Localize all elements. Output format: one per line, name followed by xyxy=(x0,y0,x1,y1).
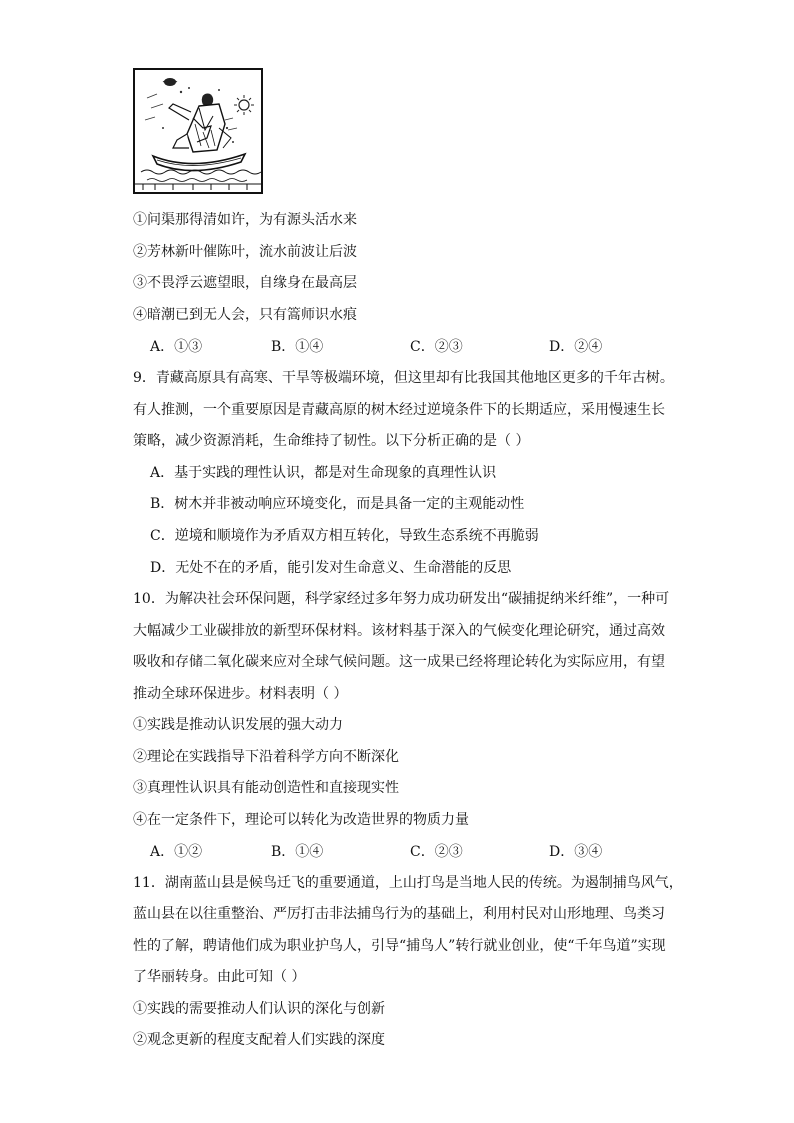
q10-option-d[interactable]: D．③④ xyxy=(549,844,603,860)
q8-option-a[interactable]: A．①③ xyxy=(150,339,203,355)
illustration-svg xyxy=(133,68,263,194)
q11-item-2: ②观念更新的程度支配着人们实践的深度 xyxy=(133,1032,385,1048)
q8-option-c[interactable]: C．②③ xyxy=(410,339,463,355)
q9-option-b[interactable]: B．树木并非被动响应环境变化，而是具备一定的主观能动性 xyxy=(150,496,525,512)
q9-stem-line-2: 有人推测，一个重要原因是青藏高原的树木经过逆境条件下的长期适应，采用慢速生长 xyxy=(133,402,665,418)
q8-item-4: ④暗潮已到无人会，只有篙师识水痕 xyxy=(133,307,357,323)
q11-item-1: ①实践的需要推动人们认识的深化与创新 xyxy=(133,1001,385,1017)
q10-option-a[interactable]: A．①② xyxy=(150,844,203,860)
q9-stem-line-1: 9．青藏高原具有高寒、干旱等极端环境，但这里却有比我国其他地区更多的千年古树。 xyxy=(133,370,674,386)
q10-item-1: ①实践是推动认识发展的强大动力 xyxy=(133,717,343,733)
q9-option-c[interactable]: C．逆境和顺境作为矛盾双方相互转化，导致生态系统不再脆弱 xyxy=(150,528,539,544)
q10-option-c[interactable]: C．②③ xyxy=(410,844,463,860)
q8-item-3: ③不畏浮云遮望眼，自缘身在最高层 xyxy=(133,275,357,291)
q10-item-2: ②理论在实践指导下沿着科学方向不断深化 xyxy=(133,749,399,765)
q10-item-3: ③真理性认识具有能动创造性和直接现实性 xyxy=(133,780,399,796)
q11-stem-line-2: 蓝山县在以往重整治、严厉打击非法捕鸟行为的基础上，利用村民对山形地理、鸟类习 xyxy=(133,906,665,922)
q11-stem-line-4: 了华丽转身。由此可知（ ） xyxy=(133,969,306,985)
q8-item-1: ①问渠那得清如许，为有源头活水来 xyxy=(133,212,357,228)
q10-option-b[interactable]: B．①④ xyxy=(271,844,324,860)
q8-option-b[interactable]: B．①④ xyxy=(271,339,324,355)
q9-stem-line-3: 策略，减少资源消耗，生命维持了韧性。以下分析正确的是（ ） xyxy=(133,433,530,449)
q9-option-a[interactable]: A．基于实践的理性认识，都是对生命现象的真理性认识 xyxy=(150,465,497,481)
q10-stem-line-3: 吸收和存储二氧化碳来应对全球气候问题。这一成果已经将理论转化为实际应用，有望 xyxy=(133,654,665,670)
q9-option-d[interactable]: D．无处不在的矛盾，能引发对生命意义、生命潜能的反思 xyxy=(150,560,512,576)
q10-stem-line-4: 推动全球环保进步。材料表明（ ） xyxy=(133,686,348,702)
illustration-boat-figure xyxy=(133,68,263,194)
q10-item-4: ④在一定条件下，理论可以转化为改造世界的物质力量 xyxy=(133,812,469,828)
q8-option-d[interactable]: D．②④ xyxy=(549,339,603,355)
q10-stem-line-1: 10．为解决社会环保问题，科学家经过多年努力成功研发出“碳捕捉纳米纤维”，一种可 xyxy=(133,591,670,607)
q10-stem-line-2: 大幅减少工业碳排放的新型环保材料。该材料基于深入的气候变化理论研究，通过高效 xyxy=(133,623,665,639)
q11-stem-line-3: 性的了解，聘请他们成为职业护鸟人，引导“捕鸟人”转行就业创业，使“千年鸟道”实现 xyxy=(133,938,666,954)
q11-stem-line-1: 11．湖南蓝山县是候鸟迁飞的重要通道，上山打鸟是当地人民的传统。为遏制捕鸟风气， xyxy=(133,875,683,891)
q8-item-2: ②芳林新叶催陈叶，流水前波让后波 xyxy=(133,244,357,260)
